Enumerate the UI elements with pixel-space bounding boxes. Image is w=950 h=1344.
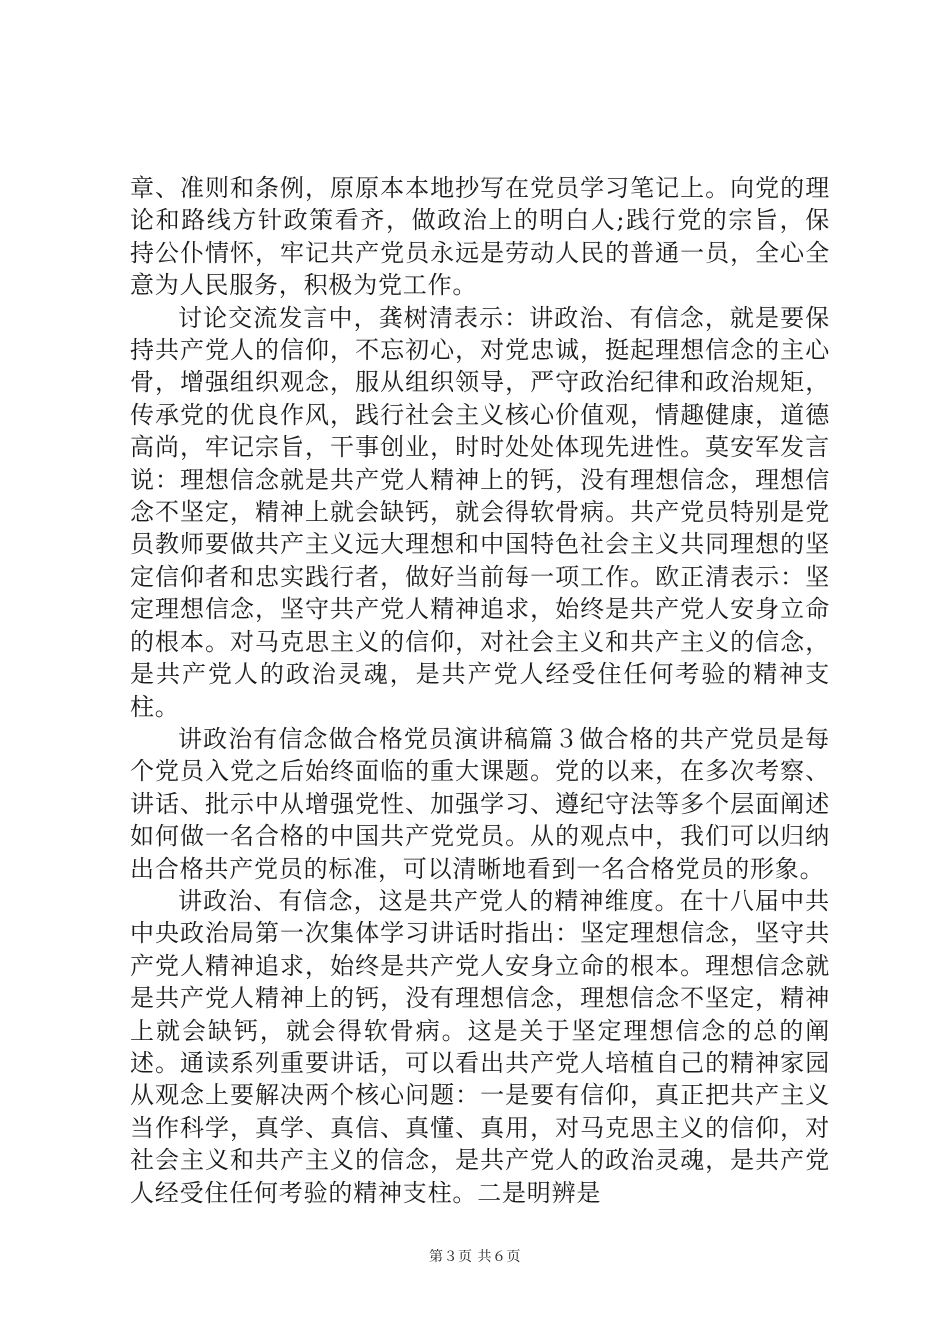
paragraph-2: 讨论交流发言中，龚树清表示：讲政治、有信念，就是要保持共产党人的信仰，不忘初心，对党忠诚，挺起理想信念的主心骨，增强组织观念，服从组织领导，严守政治纪律和政治规矩，传承党的优良作风，践行社会主义核心价值观，情趣健康，道德高尚，牢记宗旨，干事创业，时时处处体现先进性。莫安军发言说：理想信念就是共产党人精神上的钙，没有理想信念，理想信念不坚定，精神上就会缺钙，就会得软骨病。共产党员特别是党员教师要做共产主义远大理想和中国特色社会主义共同理想的坚定信仰者和忠实践行者，做好当前每一项工作。欧正清表示：坚定理想信念，坚守共产党人精神追求，始终是共产党人安身立命的根本。对马克思主义的信仰，对社会主义和共产主义的信念，是共产党人的政治灵魂，是共产党人经受住任何考验的精神支柱。 (130, 303, 830, 721)
paragraph-4: 讲政治、有信念，这是共产党人的精神维度。在十八届中共中央政治局第一次集体学习讲话时指出：坚定理想信念，坚守共产党人精神追求，始终是共产党人安身立命的根本。理想信念就是共产党人精神上的钙，没有理想信念，理想信念不坚定，精神上就会缺钙，就会得软骨病。这是关于坚定理想信念的总的阐述。通读系列重要讲话，可以看出共产党人培植自己的精神家园从观念上要解决两个核心问题：一是要有信仰，真正把共产主义当作科学，真学、真信、真懂、真用，对马克思主义的信仰，对社会主义和共产主义的信念，是共产党人的政治灵魂，是共产党人经受住任何考验的精神支柱。二是明辨是 (130, 886, 830, 1207)
paragraph-1: 章、准则和条例，原原本本地抄写在党员学习笔记上。向党的理论和路线方针政策看齐，做政治上的明白人;践行党的宗旨，保持公仆情怀，牢记共产党员永远是劳动人民的普通一员，全心全意为人民服务，积极为党工作。 (130, 174, 830, 300)
document-body (130, 172, 830, 1209)
page-number-footer: 第３页 共６页 (429, 1249, 521, 1265)
paragraph-3: 讲政治有信念做合格党员演讲稿篇３做合格的共产党员是每个党员入党之后始终面临的重大课题。党的以来，在多次考察、讲话、批示中从增强党性、加强学习、遵纪守法等多个层面阐述如何做一名合格的中国共产党党员。从的观点中，我们可以归纳出合格共产党员的标准，可以清晰地看到一名合格党员的形象。 (130, 724, 830, 883)
